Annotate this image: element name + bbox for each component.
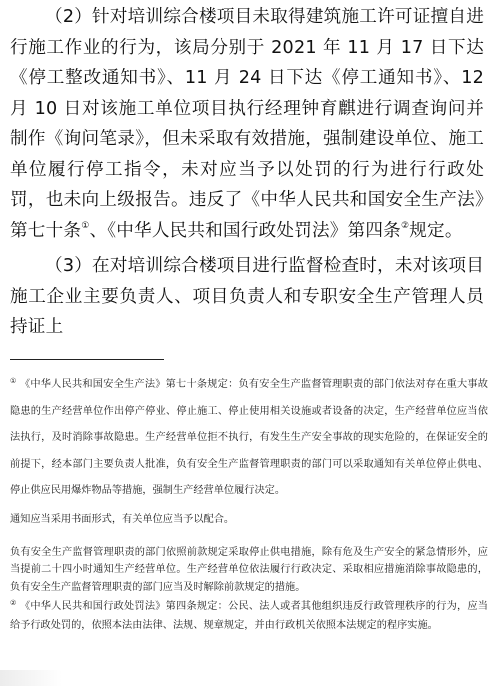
paragraph-2-middle: 、《中华人民共和国行政处罚法》第四条: [89, 220, 401, 241]
watermark: [0, 670, 62, 686]
footnote-separator: [10, 359, 164, 360]
footnote-1-mark: ①: [10, 377, 17, 385]
footnote-2-text: 《中华人民共和国行政处罚法》第四条规定：公民、法人或者其他组织违反行政管理秩序的行为，应当给予行政处罚的，依照本法由法律、法规、规章规定，并由行政机关依照本法规定的程序实施。: [10, 601, 488, 631]
footnote-ref-2[interactable]: ②: [400, 220, 410, 231]
footnote-1: [10, 372, 488, 505]
footnote-2-mark: ②: [10, 599, 17, 608]
footnote-1-continuation: 通知应当采用书面形式，有关单位应当予以配合。: [10, 513, 235, 525]
footnote-2: [10, 598, 488, 635]
footnotes: [10, 372, 488, 635]
footnote-1-text: 《中华人民共和国安全生产法》第七十条规定：负有安全生产监督管理职责的部门依法对存在重大事故隐患的生产经营单位作出停产停业、停止施工、停止使用相关设施或者设备的决定，生产经营单位应当依法执行，及时消除事故隐患。生产经营单位拒不执行，有发生生产安全事故的现实危险的，在保证安全的前提下，经本部门主要负责人批准，负有安全生产监督管理职责的部门可以采取通知有关单位停止供电、停止供应民用爆炸物品等措施，强制生产经营单位履行决定。: [10, 379, 488, 497]
paragraph-3: （3）在对培训综合楼项目进行监督检查时，未对该项目施工企业主要负责人、项目负责人和专职安全生产管理人员持证上: [10, 256, 484, 337]
paragraph-2-tail: 规定。: [409, 220, 463, 241]
footnote-ref-1[interactable]: ①: [81, 220, 90, 231]
paragraph-2-text: （2）针对培训综合楼项目未取得建筑施工许可证擅自进行施工作业的行为，该局分别于 2021 年 11 月 17 日下达《停工整改通知书》、11 月 24 日下达《停工通知书》、12 月 10 日对该施工单位项目执行经理钟育麒进行调查询问并制作《询问笔录》，但未采取有效措施，强制建设单位、施工单位履行停工指令，未对应当予以处罚的行为进行行政处罚，也未向上级报告。违反了《中华人民共和国安全生产法》第七十条: [10, 7, 484, 241]
footnote-1-continuation-2: 负有安全生产监督管理职责的部门依照前款规定采取停止供电措施，除有危及生产安全的紧急情形外，应当提前二十四小时通知生产经营单位。生产经营单位依法履行行政决定、采取相应措施消除事故隐患的，负有安全生产监督管理职责的部门应当及时解除前款规定的措施。: [10, 546, 488, 593]
paragraph-2: [10, 2, 484, 246]
body-text: [10, 2, 484, 343]
